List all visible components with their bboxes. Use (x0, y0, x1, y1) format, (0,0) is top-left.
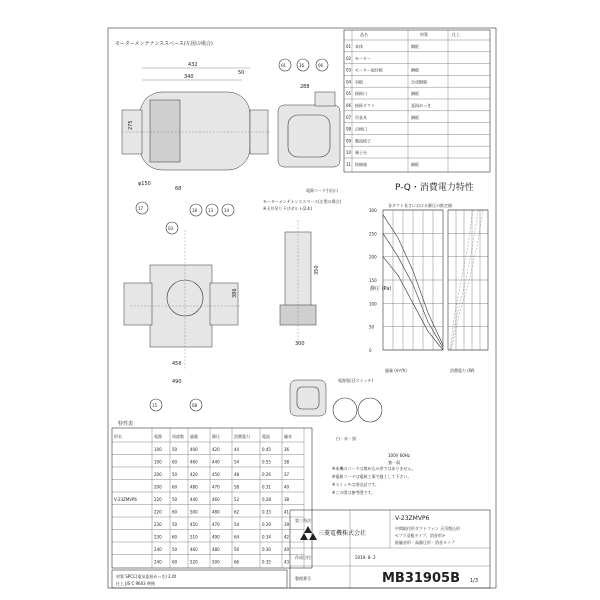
parts-head-finish: 仕上 (452, 32, 460, 37)
parts-head-name: 品名 (360, 32, 368, 37)
spec-cell: 200 (154, 472, 162, 477)
side-view (263, 198, 342, 416)
fan-inlet-duct (122, 110, 142, 154)
callout-13-label: 13 (208, 208, 214, 213)
parts-cell: 吊金具 (355, 114, 367, 120)
footer-line-2: 仕上 JIS C 9603 準拠 (116, 581, 155, 586)
parts-cell: 結線箱 (355, 162, 367, 167)
dim-350: 350 (314, 265, 320, 275)
parts-cell: 接続口 (355, 91, 367, 97)
spec-cell: 54 (234, 459, 240, 465)
spec-cell: 420 (212, 447, 220, 452)
parts-cell: 鋼板 (411, 67, 419, 73)
callout-15-label: 15 (152, 403, 158, 408)
spec-cell: 50 (172, 472, 178, 477)
spec-cell: 39 (284, 522, 290, 527)
spec-cell: 470 (212, 484, 220, 490)
spec-cell: 470 (212, 522, 220, 527)
parts-cell: 本体 (355, 44, 363, 49)
parts-cell: モーター (355, 55, 371, 61)
spec-cell: 450 (190, 522, 198, 527)
parts-cell: 02 (346, 55, 352, 61)
spec-header-cell: 風量 (190, 434, 198, 439)
spec-cell: 56 (234, 547, 240, 552)
parts-head-material: 材質 (420, 32, 428, 37)
notes-block (332, 465, 416, 495)
parts-cell: 鋼板 (411, 162, 419, 167)
dim-340: 340 (184, 74, 194, 80)
dim-68: 68 (175, 186, 182, 192)
parts-cell: 07 (346, 114, 352, 120)
wiring-capacitor-symbol (358, 398, 382, 422)
spec-cell: 400 (190, 447, 198, 452)
spec-cell: 60 (172, 559, 178, 565)
parts-cell: 08 (346, 126, 352, 132)
drawing-number: MB31905B (382, 571, 460, 586)
spec-cell: 50 (172, 547, 178, 552)
spec-cell: 40 (284, 547, 290, 552)
front-note: 電源コード引出口 (306, 188, 338, 193)
spec-cell: 66 (234, 559, 240, 565)
plan-view (124, 222, 240, 411)
spec-cell: 0.55 (262, 459, 271, 465)
spec-cell: 100 (154, 459, 162, 465)
wiring-note: 白・赤・黒 (336, 436, 356, 441)
pq-ytick-label: 300 (369, 208, 377, 213)
model-number: V-23ZMVP6 (395, 515, 430, 522)
parts-cell: 03 (346, 67, 352, 73)
pq-ytick-label: 200 (369, 254, 377, 260)
spec-cell: 500 (190, 509, 198, 515)
spec-cell: 36 (284, 447, 290, 452)
spec-cell: 58 (234, 484, 240, 490)
spec-table-title: 特性表 (118, 421, 134, 427)
spec-cell: 64 (234, 534, 240, 540)
callout-03-label: 03 (168, 226, 174, 231)
spec-header-cell: 電流 (262, 434, 270, 439)
dim-386: 386 (232, 288, 238, 298)
spec-cell: 0.35 (262, 559, 271, 565)
spec-cell: 0.31 (262, 484, 271, 490)
date-label: 作成日付 (295, 555, 311, 560)
top-view (115, 40, 270, 216)
spec-cell: 0.45 (262, 447, 271, 452)
parts-cell: 11 (346, 162, 352, 167)
dim-275: 275 (128, 120, 134, 130)
parts-cell: 鋼板 (411, 91, 419, 97)
spec-cell: 54 (234, 522, 240, 527)
spec-cell: 480 (190, 484, 198, 490)
top-view-caption: モーターメンテナンススペース(左図の場合) (115, 41, 213, 47)
spec-cell: 480 (212, 509, 220, 515)
parts-cell: 06 (346, 103, 352, 108)
spec-header-cell: 静圧 (212, 434, 220, 439)
spec-cell: 420 (190, 472, 198, 477)
spec-cell: 48 (234, 472, 240, 477)
wiring-spec-2: 強・弱 (388, 460, 400, 465)
spec-header-cell: 騒音 (284, 434, 292, 439)
callout-17-label: 17 (138, 206, 144, 211)
spec-cell: 0.34 (262, 534, 271, 540)
parts-cell: 点検口 (355, 126, 367, 132)
spec-cell: 50 (172, 447, 178, 452)
spec-cell: 60 (172, 534, 178, 540)
front-view (278, 59, 340, 193)
product-desc-3: 低騒音形・高静圧形・消音タイプ (395, 540, 455, 545)
front-housing (278, 105, 340, 167)
company-logo-icon (300, 533, 308, 540)
callout-14-label: 14 (224, 208, 230, 213)
spec-cell: 60 (172, 484, 178, 490)
spec-cell: 38 (284, 459, 290, 465)
title-field-label: 第三角法 (295, 518, 311, 523)
spec-cell: 480 (212, 547, 220, 552)
spec-cell: 42 (284, 534, 290, 540)
spec-cell: 40 (284, 484, 290, 490)
spec-cell: 240 (154, 559, 162, 565)
dim-phi-dia: φ150 (138, 181, 151, 187)
parts-cell: 鋼板 (411, 114, 419, 120)
parts-cell: モーター取付板 (355, 67, 383, 73)
spec-cell: 62 (234, 509, 240, 515)
wiring-diagram (333, 377, 410, 465)
spec-cell: 0.28 (262, 497, 271, 502)
parts-cell: 04 (346, 79, 352, 85)
spec-cell: 200 (154, 484, 162, 490)
parts-cell: 01 (346, 44, 352, 49)
note-1: ※本機のコードは埋め込み形ではありません。 (332, 466, 416, 471)
pq-ylabel: 静圧 (Pa) (370, 286, 392, 292)
spec-header-cell: 消費電力 (234, 434, 250, 439)
spec-header-cell: 形名 (114, 434, 122, 439)
spec-cell: 50 (172, 497, 178, 502)
dim-490: 490 (172, 379, 182, 385)
note-3: ※スイッチは別売品です。 (332, 482, 379, 487)
wiring-motor-symbol (333, 398, 357, 422)
spec-cell: 0.30 (262, 547, 271, 552)
parts-cell: 羽根 (355, 79, 363, 85)
drawing-no-label: 整理番号 (295, 576, 311, 581)
spec-cell: 510 (190, 534, 198, 540)
spec-cell: 220 (154, 497, 162, 502)
spec-cell: 0.29 (262, 522, 271, 527)
parts-cell: 合成樹脂 (411, 79, 427, 85)
parts-cell: 端子台 (355, 150, 367, 156)
spec-cell: 100 (154, 447, 162, 452)
spec-cell: 38 (284, 497, 290, 502)
spec-cell: 490 (212, 534, 220, 540)
pq-xlabel-right: 消費電力 (W) (450, 368, 475, 373)
dim-288: 288 (300, 84, 310, 90)
spec-cell: 460 (190, 459, 198, 465)
parts-cell: 09 (346, 138, 352, 144)
pq-ytick-label: 50 (369, 324, 375, 330)
spec-cell: 60 (172, 459, 178, 465)
callout-06-label: 06 (318, 63, 324, 68)
spec-cell: 500 (212, 559, 220, 565)
spec-cell: 520 (190, 559, 198, 565)
company-name: 三菱電機株式会社 (318, 530, 367, 537)
pq-ytick-label: 150 (369, 278, 377, 283)
spec-cell: 37 (284, 472, 290, 477)
title-block (290, 510, 490, 588)
pq-legend: 各ダクト長さにおける静圧の推定値 (388, 203, 452, 208)
parts-cell: 10 (346, 150, 352, 156)
note-2: ※電源コードは電源工事で施工して下さい。 (332, 474, 412, 479)
spec-cell: V-23ZMVP6 (114, 497, 137, 502)
spec-cell: 240 (154, 547, 162, 552)
parts-cell: 鋼板 (411, 44, 419, 49)
footer-line-1: 材質 SPCC(電気亜鉛めっき) 2.0t (116, 574, 177, 579)
callout-01-label: 01 (281, 63, 287, 68)
side-view-note: ※天井吊り下げボルト(2本) (263, 206, 313, 211)
spec-cell: 60 (172, 509, 178, 515)
wiring-title: 電源電圧(スイッチ) (338, 378, 373, 383)
plan-left-duct (124, 283, 152, 325)
pq-ytick-label: 100 (369, 301, 377, 307)
parts-cell: 接続ダクト (355, 103, 375, 108)
dim-300: 300 (295, 341, 305, 347)
side-view-caption: モーターメンテナンススペース(左図の場合) (263, 199, 342, 204)
dim-456: 456 (172, 361, 182, 367)
spec-table (112, 420, 312, 568)
product-desc-1: 中間取付形ダクトファン 天吊埋込形 (395, 526, 461, 531)
product-desc-2: <プラ羽根タイプ、消音形> (395, 533, 446, 538)
pq-ytick-label: 0 (369, 348, 372, 353)
sheet-number: 1/3 (470, 578, 479, 584)
spec-cell: 44 (234, 447, 240, 452)
footer-left (112, 570, 287, 588)
spec-header-cell: 周波数 (172, 434, 184, 439)
dim-432: 432 (188, 62, 198, 68)
parts-cell: 整流格子 (355, 138, 371, 144)
pq-chart-title: P-Q・消費電力特性 (395, 183, 474, 193)
small-view-housing (290, 380, 326, 416)
spec-cell: 440 (190, 497, 198, 502)
pq-chart (369, 181, 488, 373)
wiring-spec-1: 100V 60Hz (388, 453, 410, 458)
spec-header-cell: 電源 (154, 434, 162, 439)
spec-cell: 43 (284, 559, 290, 565)
spec-cell: 220 (154, 509, 162, 515)
fan-motor-block (150, 100, 180, 162)
spec-cell: 460 (190, 547, 198, 552)
spec-cell: 440 (212, 459, 220, 465)
spec-cell: 230 (154, 522, 162, 527)
parts-table (344, 30, 490, 172)
pq-xlabel: 風量 (m³/h) (385, 368, 407, 373)
dim-50: 50 (238, 70, 245, 76)
callout-16-label: 16 (299, 63, 305, 68)
pq-ytick-label: 250 (369, 231, 377, 237)
spec-cell: 50 (172, 522, 178, 527)
parts-cell: 亜鉛めっき (411, 103, 431, 108)
spec-cell: 41 (284, 509, 290, 515)
spec-cell: 230 (154, 534, 162, 540)
spec-cell: 460 (212, 497, 220, 502)
note-4: ※この図は参考図です。 (332, 490, 376, 495)
callout-08-label: 08 (192, 403, 198, 408)
date-value: 2019- 8- 2 (355, 555, 376, 560)
front-terminal-box (315, 92, 335, 106)
spec-cell: 450 (212, 472, 220, 477)
callout-18-label: 18 (192, 208, 198, 213)
spec-cell: 0.26 (262, 472, 271, 477)
spec-cell: 52 (234, 497, 240, 502)
parts-cell: 05 (346, 91, 352, 97)
spec-cell: 0.33 (262, 509, 271, 515)
